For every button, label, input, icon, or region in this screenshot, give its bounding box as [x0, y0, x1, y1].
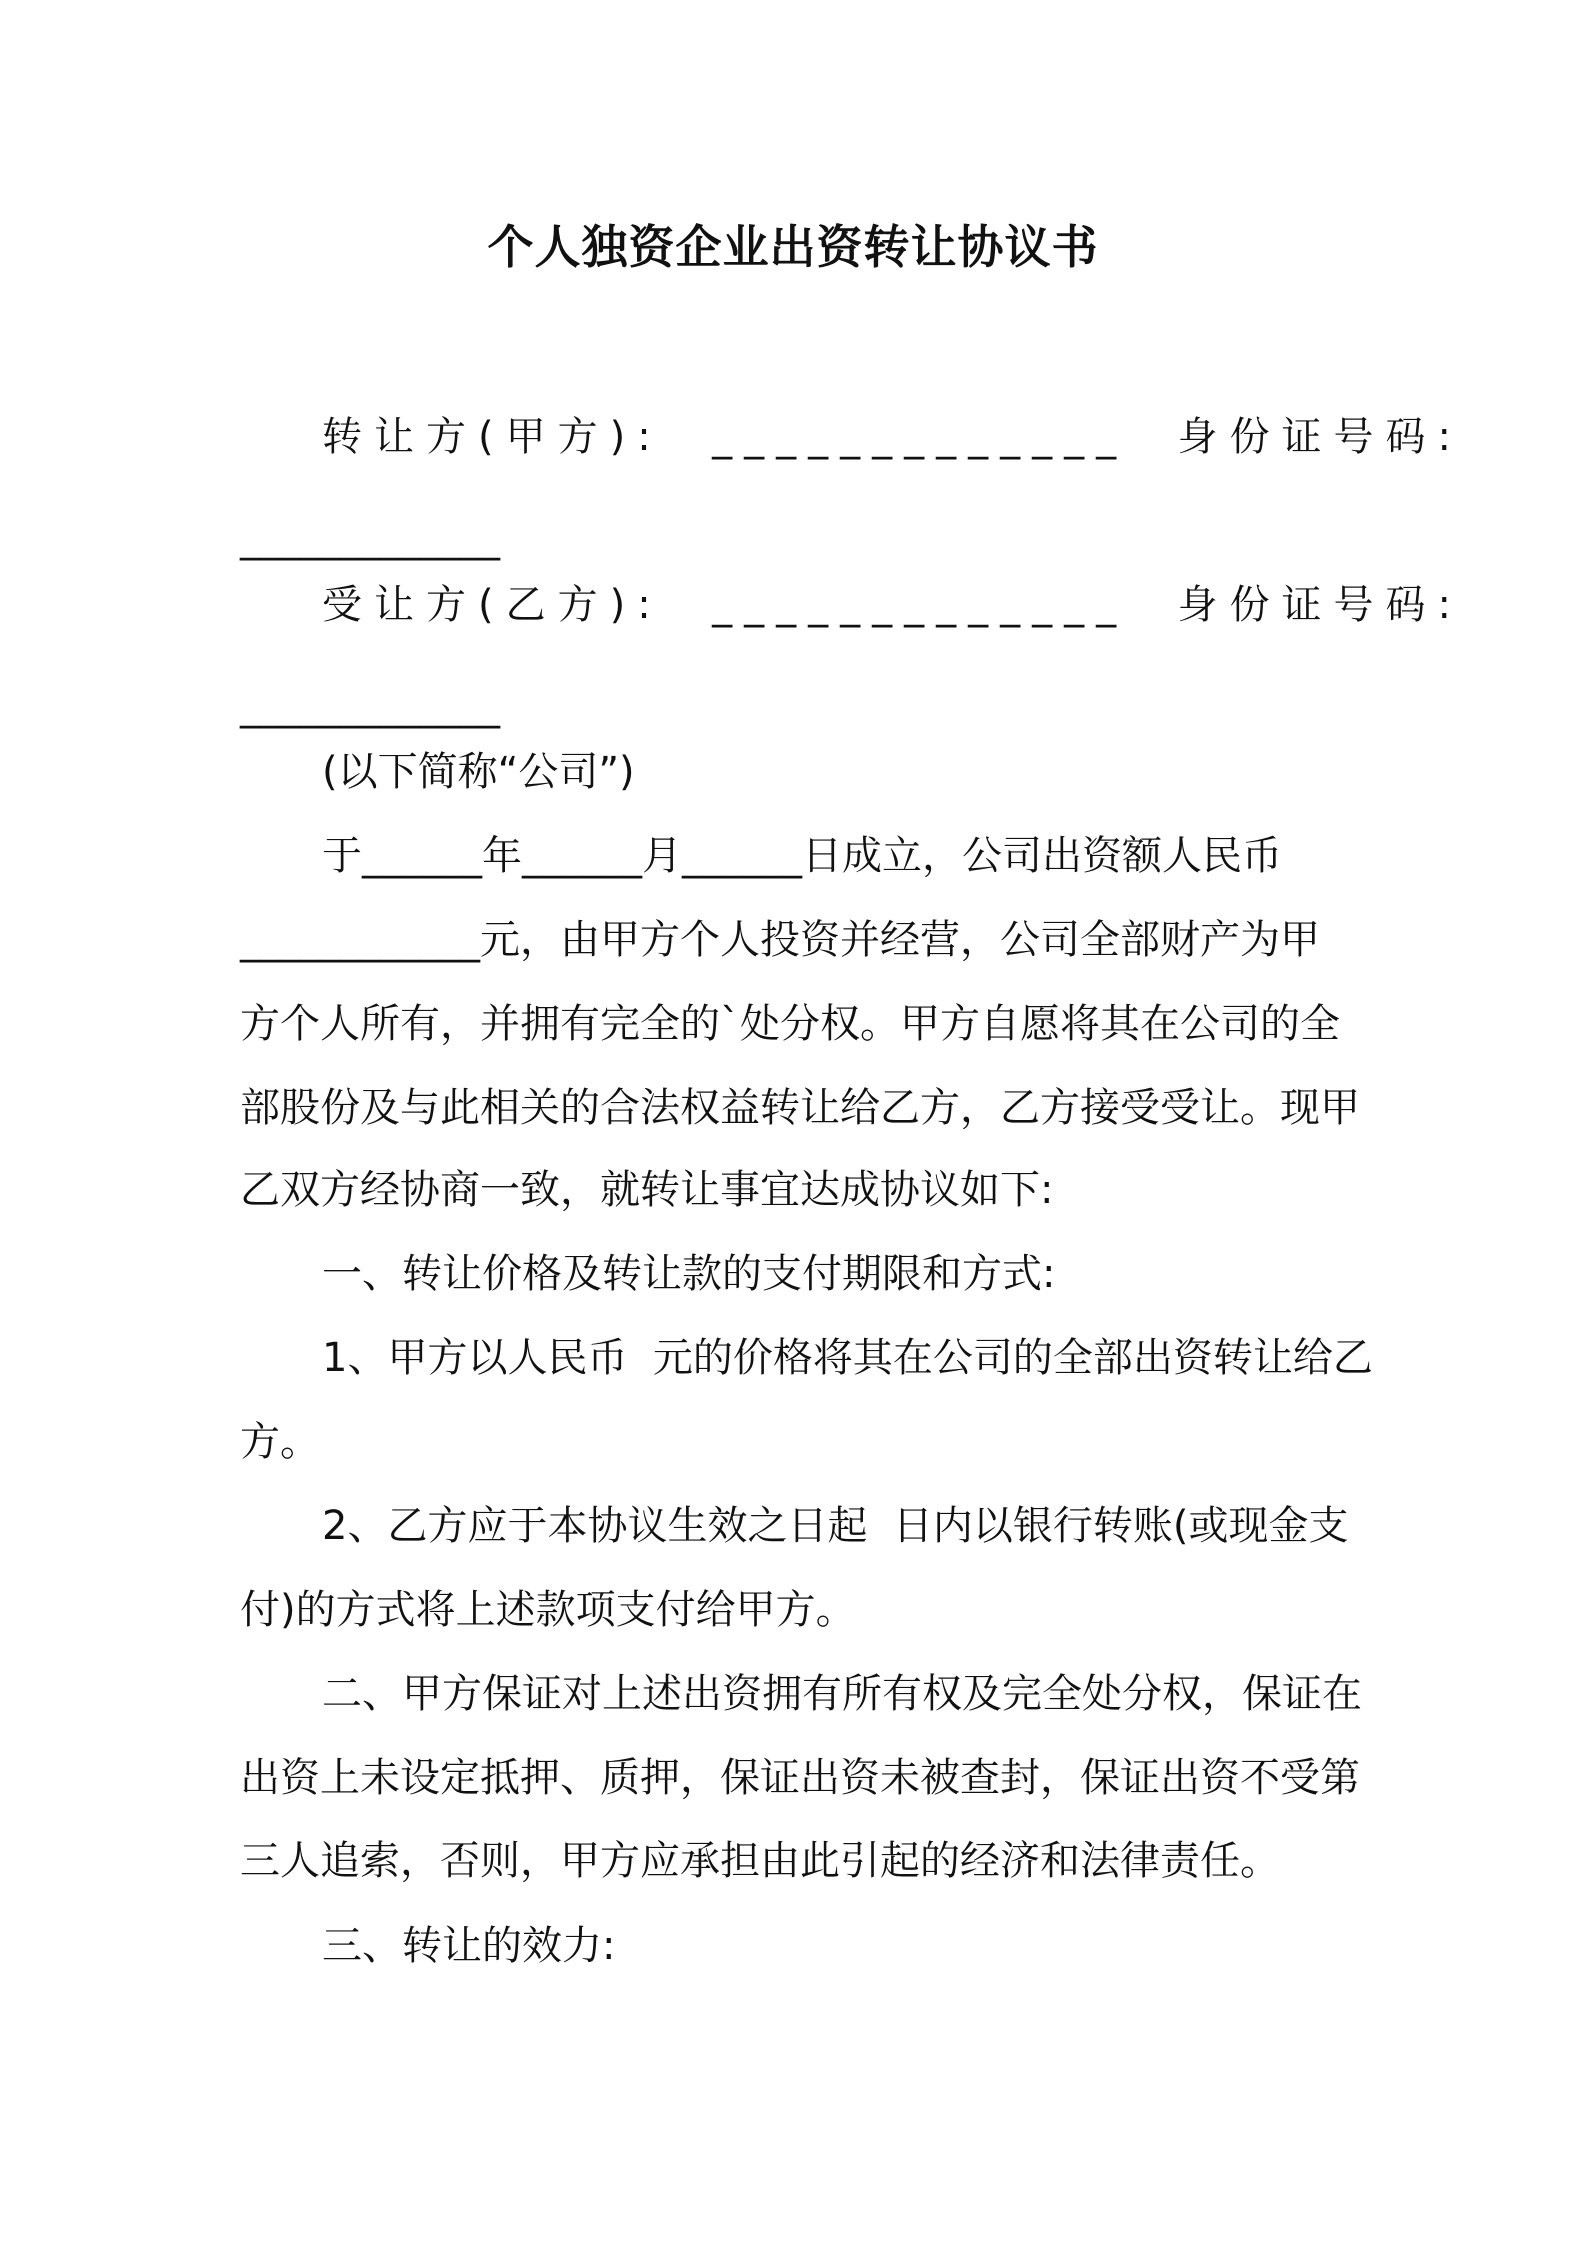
section-1-item-2-line-1: 2、乙方应于本协议生效之日起 日内以银行转账(或现金支 — [322, 1503, 1349, 1549]
paragraph-1-line-5: 乙双方经协商一致，就转让事宜达成协议如下: — [240, 1167, 1054, 1213]
section-1-heading: 一、转让价格及转让款的支付期限和方式: — [322, 1251, 1056, 1297]
party-a-line: 转让方(甲方): _____________ 身份证号码: — [322, 414, 1464, 460]
section-3-heading: 三、转让的效力: — [322, 1923, 616, 1969]
section-2-line-3: 三人追索，否则，甲方应承担由此引起的经济和法律责任。 — [240, 1838, 1280, 1884]
document-title: 个人独资企业出资转让协议书 — [487, 220, 1099, 274]
party-a-id-blank: _____________ — [240, 515, 500, 561]
party-b-line: 受让方(乙方): _____________ 身份证号码: — [322, 582, 1464, 628]
company-note: (以下简称“公司”) — [322, 749, 635, 795]
paragraph-1-line-4: 部股份及与此相关的合法权益转让给乙方，乙方接受受让。现甲 — [240, 1085, 1360, 1131]
paragraph-1-line-3: 方个人所有，并拥有完全的`处分权。甲方自愿将其在公司的全 — [240, 1001, 1340, 1047]
section-1-item-1-line-1: 1、甲方以人民币 元的价格将其在公司的全部出资转让给乙 — [322, 1335, 1373, 1381]
party-b-id-blank: _____________ — [240, 683, 500, 729]
paragraph-1-line-2: ____________元，由甲方个人投资并经营，公司全部财产为甲 — [240, 917, 1320, 963]
paragraph-1-line-1: 于______年______月______日成立，公司出资额人民币 — [322, 833, 1282, 879]
section-2-line-1: 二、甲方保证对上述出资拥有所有权及完全处分权，保证在 — [322, 1671, 1362, 1717]
section-1-item-2-line-2: 付)的方式将上述款项支付给甲方。 — [240, 1587, 856, 1633]
section-1-item-1-line-2: 方。 — [240, 1419, 320, 1465]
section-2-line-2: 出资上未设定抵押、质押，保证出资未被查封，保证出资不受第 — [240, 1755, 1360, 1801]
